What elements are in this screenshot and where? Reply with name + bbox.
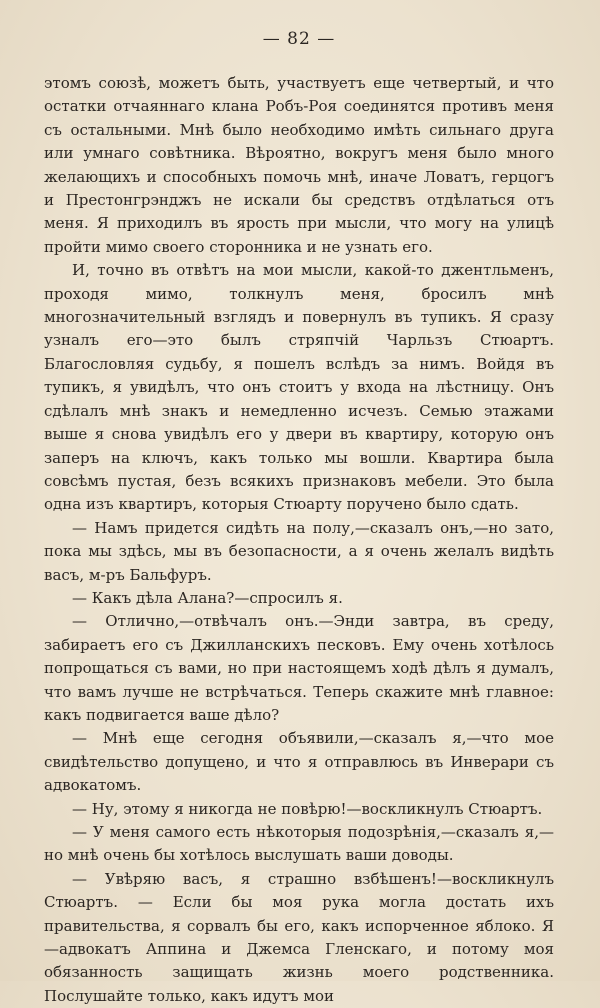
paragraph-dialogue: — Увѣряю васъ, я страшно взбѣшенъ!—воскликнулъ Стюартъ. — Если бы моя рука могла достать ихъ правительства, я сорвалъ бы его, какъ испорченное яблоко. Я—адвокатъ Аппина и Джемса Гленскаго, и потому моя обязанность защищать жизнь моего родственника. Послушайте только, какъ идутъ мои bbox=[44, 869, 554, 1005]
paragraph-dialogue: — Отлично,—отвѣчалъ онъ.—Энди завтра, въ среду, забираетъ его съ Джилланскихъ песковъ. Ему очень хотѣлось попрощаться съ вами, но при настоящемъ ходѣ дѣлъ я думалъ, что вамъ лучше не встрѣчаться. Теперь скажите мнѣ главное: какъ подвигается ваше дѣло? bbox=[44, 612, 554, 724]
page-number: — 82 — bbox=[262, 29, 336, 49]
paragraph-dialogue: — Намъ придется сидѣть на полу,—сказалъ онъ,—но зато, пока мы здѣсь, мы въ безопасности, а я очень желалъ видѣть васъ, м-ръ Бальфуръ. bbox=[44, 518, 554, 584]
paragraph-dialogue: — Какъ дѣла Алана?—спросилъ я. bbox=[72, 588, 343, 607]
paragraph-dialogue: — У меня самого есть нѣкоторыя подозрѣнія,—сказалъ я,—но мнѣ очень бы хотѣлось выслушать ваши доводы. bbox=[44, 823, 554, 865]
paragraph: И, точно въ отвѣтъ на мои мысли, какой-то джентльменъ, проходя мимо, толкнулъ меня, бросилъ мнѣ многозначительный взглядъ и повернулъ въ тупикъ. Я сразу узналъ его—это былъ стряпчій Чарльзъ Стюартъ. Благословляя судьбу, я пошелъ вслѣдъ за нимъ. Войдя въ тупикъ, я увидѣлъ, что онъ стоитъ у входа на лѣстницу. Онъ сдѣлалъ мнѣ знакъ и немедленно исчезъ. Семью этажами выше я снова увидѣлъ его у двери въ квартиру, которую онъ заперъ на ключъ, какъ только мы вошли. Квартира была совсѣмъ пустая, безъ всякихъ признаковъ мебели. Это была одна изъ квартиръ, которыя Стюарту поручено было сдать. bbox=[44, 261, 554, 514]
paragraph-dialogue: — Ну, этому я никогда не повѣрю!—воскликнулъ Стюартъ. bbox=[72, 799, 543, 818]
page-text bbox=[44, 72, 554, 1008]
paragraph-continuation: этомъ союзѣ, можетъ быть, участвуетъ еще четвертый, и что остатки отчаяннаго клана Робъ-Роя соединятся противъ меня съ остальными. Мнѣ было необходимо имѣть сильнаго друга или умнаго совѣтника. Вѣроятно, вокругъ меня было много желающихъ и способныхъ помочь мнѣ, иначе Ловатъ, герцогъ и Престонгрэнджъ не искали бы средствъ отдѣлаться отъ меня. Я приходилъ въ ярость при мысли, что могу на улицѣ пройти мимо своего сторонника и не узнать его. bbox=[44, 74, 554, 256]
paragraph-dialogue: — Мнѣ еще сегодня объявили,—сказалъ я,—что мое свидѣтельство допущено, и что я отправлюсь въ Инверари съ адвокатомъ. bbox=[44, 729, 554, 795]
